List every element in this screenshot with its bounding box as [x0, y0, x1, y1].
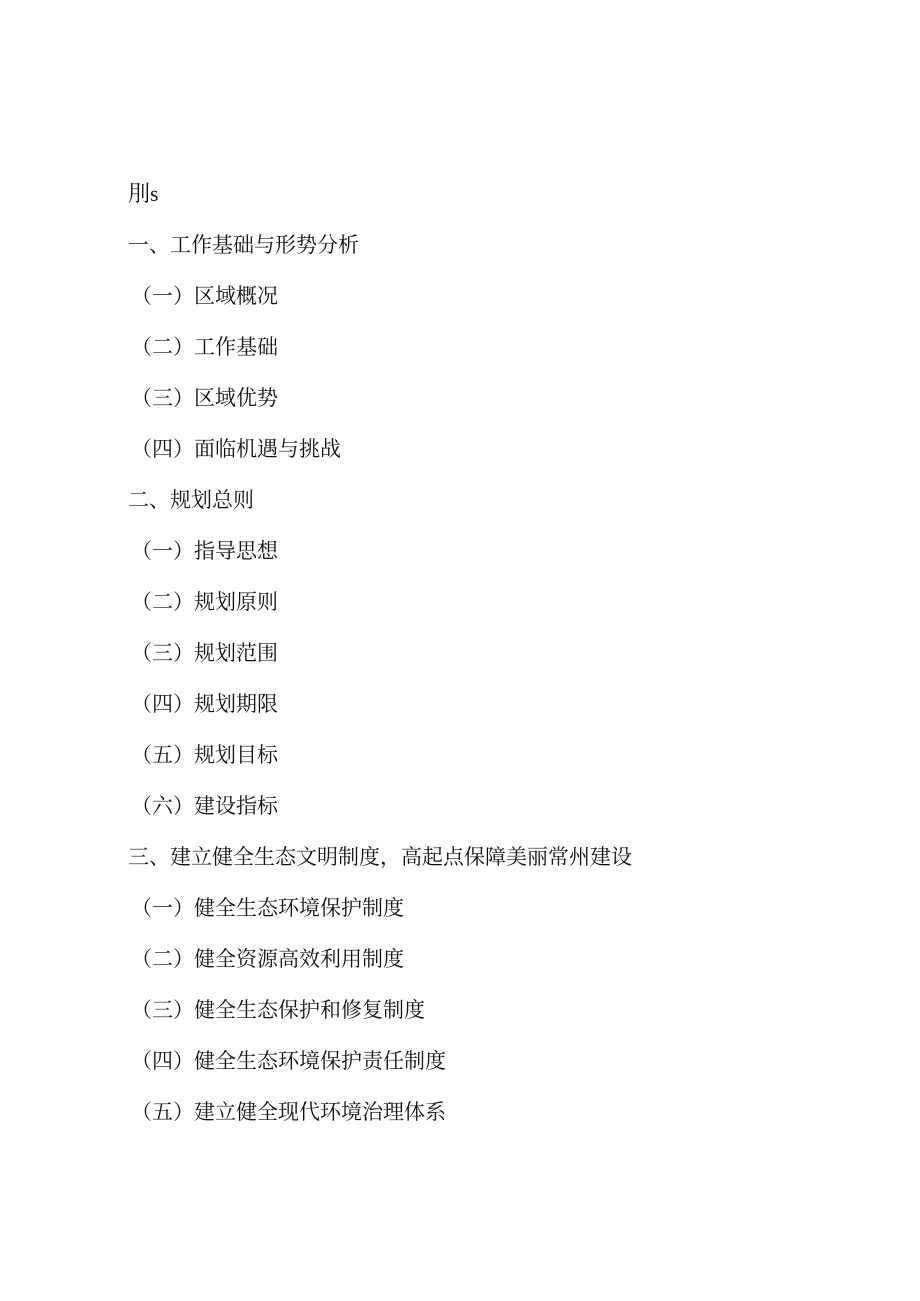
toc-entry: （五）规划目标	[131, 743, 278, 767]
toc-entry: （五）建立健全现代环境治理体系	[131, 1100, 446, 1124]
toc-entry: （二）规划原则	[131, 590, 278, 614]
toc-entry: （一）区域概况	[131, 284, 278, 308]
toc-entry: （二）健全资源高效利用制度	[131, 947, 404, 971]
toc-entry: （三）健全生态保护和修复制度	[131, 998, 425, 1022]
toc-entry: 一、工作基础与形势分析	[128, 233, 359, 257]
toc-entry: （三）区域优势	[131, 386, 278, 410]
toc-entry: （三）规划范围	[131, 641, 278, 665]
toc-entry: （一）指导思想	[131, 539, 278, 563]
toc-entry: （四）健全生态环境保护责任制度	[131, 1049, 446, 1073]
toc-entry: （四）面临机遇与挑战	[131, 437, 341, 461]
toc-heading: 刖s	[128, 181, 159, 206]
toc-entry: （六）建设指标	[131, 794, 278, 818]
toc-entry: 二、规划总则	[128, 488, 254, 512]
toc-entry: （二）工作基础	[131, 335, 278, 359]
table-of-contents	[128, 176, 632, 1145]
toc-entry: （一）健全生态环境保护制度	[131, 896, 404, 920]
toc-entry: （四）规划期限	[131, 692, 278, 716]
toc-entry: 三、建立健全生态文明制度，高起点保障美丽常州建设	[128, 845, 632, 869]
